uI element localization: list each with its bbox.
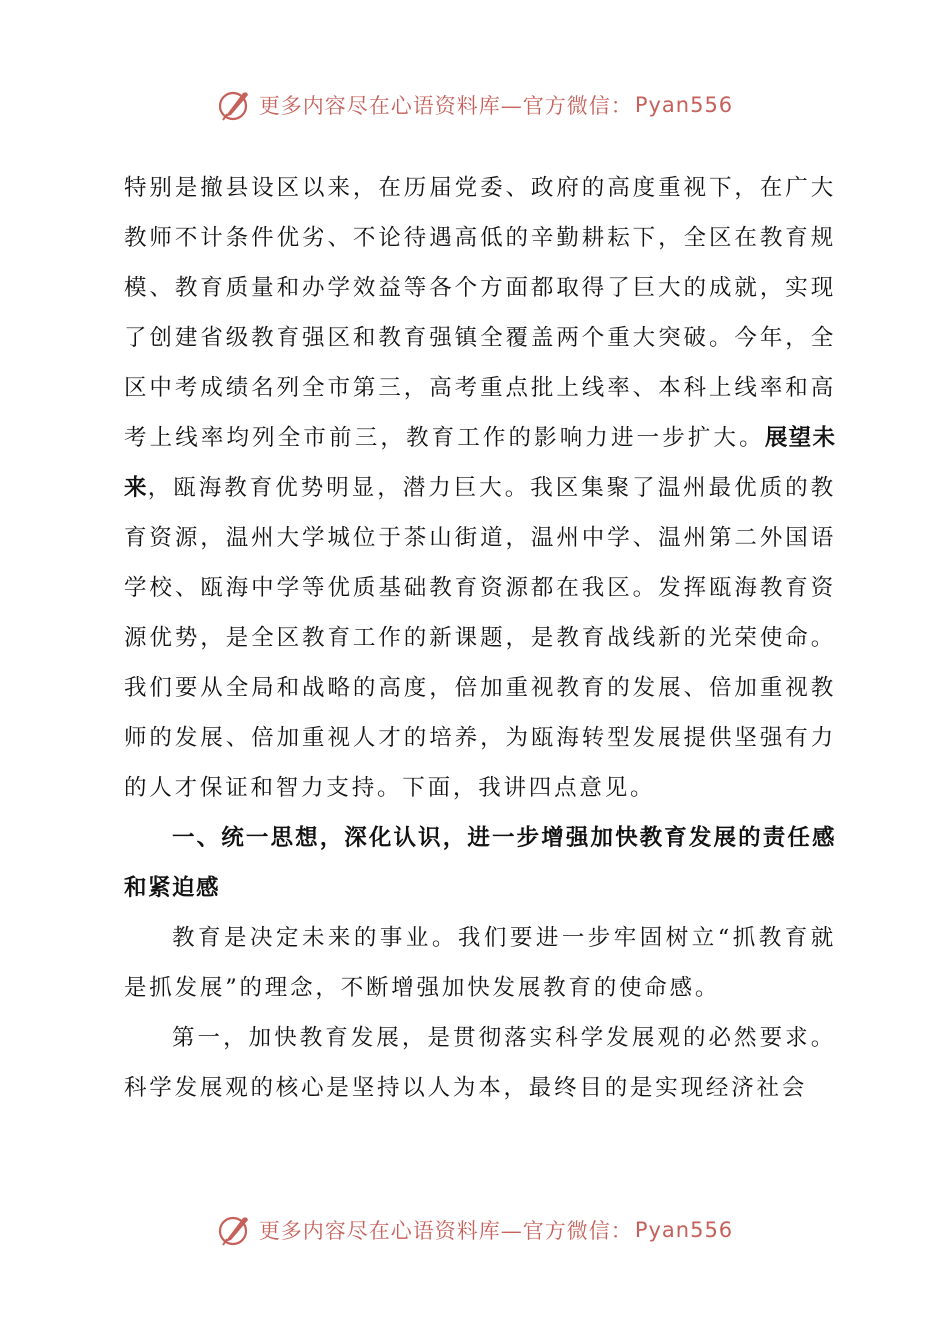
quill-circle-icon [217,1212,253,1248]
document-body [124,163,836,1113]
banner-wechat-id: Pyan556 [634,1218,734,1242]
paragraph-1 [124,163,836,813]
banner-text: 更多内容尽在心语资料库—官方微信： [258,94,633,118]
bold-phrase: 展望未来 [124,425,836,501]
quill-circle-icon [217,87,253,123]
banner-text: 更多内容尽在心语资料库—官方微信： [258,1219,633,1243]
banner-wechat-id: Pyan556 [634,93,734,117]
header-banner [0,80,950,130]
paragraph-1-text-b: ，瓯海教育优势明显，潜力巨大。我区集聚了温州最优质的教育资源，温州大学城位于茶山街道，温州中学、温州第二外国语学校、瓯海中学等优质基础教育资源都在我区。发挥瓯海教育资源优势，是全区教育工作的新课题，是教育战线新的光荣使命。我们要从全局和战略的高度，倍加重视教育的发展、倍加重视教师的发展、倍加重视人才的培养，为瓯海转型发展提供坚强有力的人才保证和智力支持。下面，我讲四点意见。 [124,475,836,801]
paragraph-3: 第一，加快教育发展，是贯彻落实科学发展观的必然要求。科学发展观的核心是坚持以人为本，最终目的是实现经济社会 [124,1025,836,1101]
footer-banner [0,1205,950,1255]
section-heading-1: 一、统一思想，深化认识，进一步增强加快教育发展的责任感和紧迫感 [124,825,836,901]
paragraph-2: 教育是决定未来的事业。我们要进一步牢固树立“抓教育就是抓发展”的理念，不断增强加快发展教育的使命感。 [124,925,836,1001]
paragraph-1-text-a: 特别是撤县设区以来，在历届党委、政府的高度重视下，在广大教师不计条件优劣、不论待遇高低的辛勤耕耘下，全区在教育规模、教育质量和办学效益等各个方面都取得了巨大的成就，实现了创建省级教育强区和教育强镇全覆盖两个重大突破。今年，全区中考成绩名列全市第三，高考重点批上线率、本科上线率和高考上线率均列全市前三，教育工作的影响力进一步扩大。 [124,175,836,451]
